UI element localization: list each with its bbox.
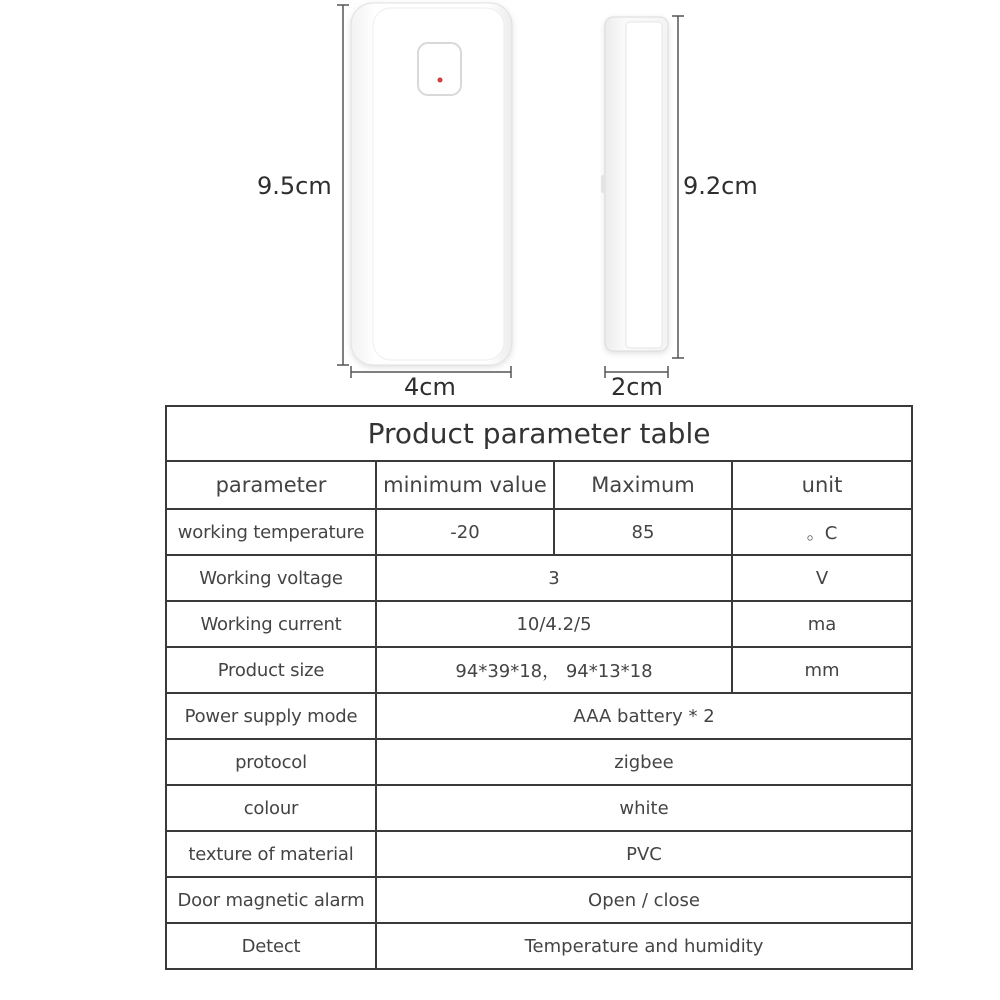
product-illustration	[0, 0, 1000, 405]
row-label: Working voltage	[166, 555, 376, 601]
row-label: Working current	[166, 601, 376, 647]
table-row	[166, 923, 912, 969]
table-header-row	[166, 461, 912, 509]
row-label: colour	[166, 785, 376, 831]
row-label: Product size	[166, 647, 376, 693]
table-row	[166, 601, 912, 647]
magnet-width-label: 2cm	[611, 373, 663, 401]
main-height-label: 9.5cm	[257, 172, 332, 200]
header-minimum-value: minimum value	[376, 461, 554, 509]
row-label: texture of material	[166, 831, 376, 877]
row-label: working temperature	[166, 509, 376, 555]
sensor-main-body	[351, 3, 512, 365]
row-max-value: 85	[554, 509, 732, 555]
row-value: AAA battery * 2	[376, 693, 912, 739]
row-unit: ma	[732, 601, 912, 647]
row-label: Detect	[166, 923, 376, 969]
table-row	[166, 877, 912, 923]
row-unit: mm	[732, 647, 912, 693]
row-label: protocol	[166, 739, 376, 785]
status-led-icon	[438, 78, 443, 83]
row-unit: V	[732, 555, 912, 601]
table-row	[166, 785, 912, 831]
row-label: Door magnetic alarm	[166, 877, 376, 923]
row-unit: 。C	[732, 509, 912, 555]
row-value: 3	[376, 555, 732, 601]
table-row	[166, 693, 912, 739]
main-width-label: 4cm	[404, 373, 456, 401]
row-value: 10/4.2/5	[376, 601, 732, 647]
pairing-button-icon	[418, 43, 461, 95]
table-row	[166, 647, 912, 693]
table-title-row	[166, 406, 912, 461]
table-row	[166, 509, 912, 555]
header-unit: unit	[732, 461, 912, 509]
magnet-height-label: 9.2cm	[683, 172, 758, 200]
table-row	[166, 555, 912, 601]
sensor-magnet-body	[601, 17, 668, 351]
row-value: 94*39*18， 94*13*18	[376, 647, 732, 693]
row-value: Open / close	[376, 877, 912, 923]
table-title: Product parameter table	[166, 406, 912, 461]
row-value: zigbee	[376, 739, 912, 785]
row-value: Temperature and humidity	[376, 923, 912, 969]
table-row	[166, 739, 912, 785]
row-value: PVC	[376, 831, 912, 877]
row-value: white	[376, 785, 912, 831]
product-parameter-table	[165, 405, 913, 970]
table-row	[166, 831, 912, 877]
row-label: Power supply mode	[166, 693, 376, 739]
row-min-value: -20	[376, 509, 554, 555]
header-parameter: parameter	[166, 461, 376, 509]
header-maximum: Maximum	[554, 461, 732, 509]
